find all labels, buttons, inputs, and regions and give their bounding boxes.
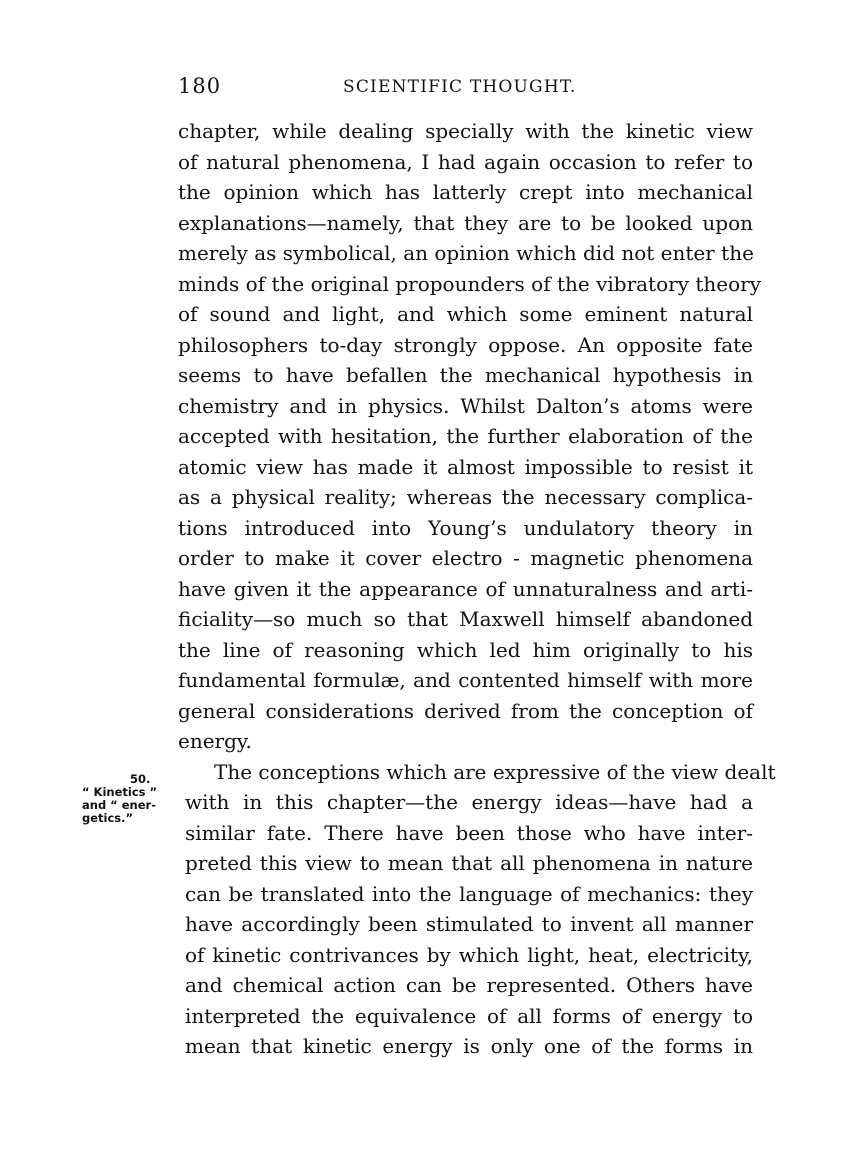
text-line: philosophers to-day strongly oppose. An opposite fate [178,332,753,357]
text-line: general considerations derived from the conception of [178,698,753,723]
text-line: have accordingly been stimulated to invent all manner [185,912,753,936]
text-line: energy. [178,729,252,753]
text-line: ficiality—so much so that Maxwell himself abandoned [178,607,753,631]
text-line: can be translated into the language of mechanics: they [185,881,753,906]
text-line: chapter, while dealing specially with the kinetic view [178,119,753,143]
marginal-note-line: and “ ener- [82,798,156,812]
marginal-note-line: “ Kinetics ” [82,785,158,799]
text-line: The conceptions which are expressive of the view dealt [214,759,776,784]
text-line: atomic view has made it almost impossible to resist it [178,454,753,479]
text-line: of natural phenomena, I had again occasion to refer to [178,149,753,174]
text-line: and chemical action can be represented. Others have [185,973,753,997]
text-line: accepted with hesitation, the further elaboration of the [178,424,753,448]
running-head [178,74,753,104]
marginal-note [82,773,178,825]
text-line: seems to have befallen the mechanical hypothesis in [178,363,753,387]
text-line: explanations—namely, that they are to be looked upon [178,210,753,235]
text-line: the line of reasoning which led him originally to his [178,637,753,662]
text-line: preted this view to mean that all phenomena in nature [185,851,753,875]
text-line: the opinion which has latterly crept into mechanical [178,180,753,204]
running-head-title: SCIENTIFIC THOUGHT. [343,77,577,97]
text-line: of sound and light, and which some eminent natural [178,302,753,326]
text-line: minds of the original propounders of the vibratory theory [178,271,762,296]
text-line: similar fate. There have been those who have inter- [185,820,753,845]
marginal-note-line: getics.” [82,811,134,825]
text-line: as a physical reality; whereas the necessary complica- [178,485,753,509]
text-line: mean that kinetic energy is only one of the forms in [185,1034,753,1058]
marginal-note-number: 50. [130,772,151,786]
text-line: chemistry and in physics. Whilst Dalton’s atoms were [178,393,753,418]
text-line: with in this chapter—the energy ideas—have had a [185,790,753,814]
text-line: interpreted the equivalence of all forms of energy to [185,1003,753,1028]
text-line: of kinetic contrivances by which light, heat, electricity, [185,942,753,967]
text-line: tions introduced into Young’s undulatory theory in [178,515,753,540]
body-text [178,116,776,1062]
text-line: merely as symbolical, an opinion which did not enter the [178,241,754,265]
text-line: have given it the appearance of unnaturalness and arti- [178,576,753,601]
page-number: 180 [178,74,222,98]
text-line: order to make it cover electro - magnetic phenomena [178,546,753,570]
text-line: fundamental formulæ, and contented himself with more [178,668,753,692]
paragraph-2 [178,757,776,1062]
paragraph-1 [178,116,762,757]
